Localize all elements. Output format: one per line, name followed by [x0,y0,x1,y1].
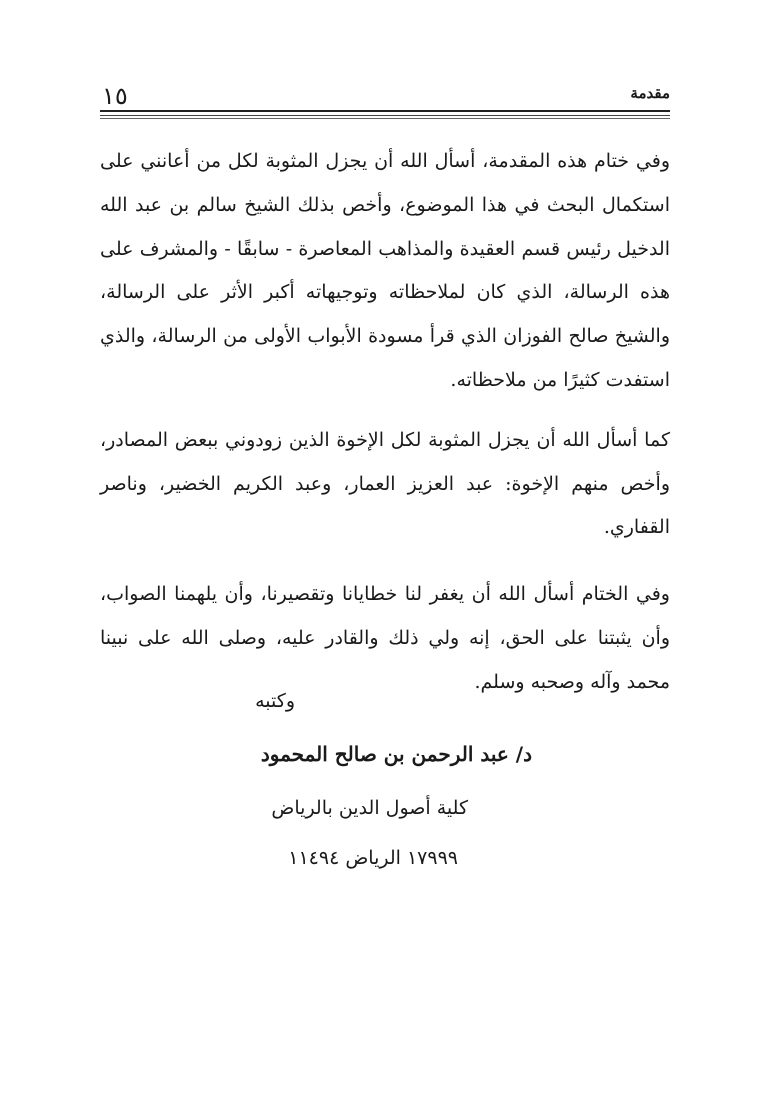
signature-written-by: وكتبه [255,690,295,712]
header-rule [100,118,670,119]
header-rule [100,115,670,116]
paragraph-acknowledgement: وفي ختام هذه المقدمة، أسأل الله أن يجزل المثوبة لكل من أعانني على استكمال البحث في هذا الموضوع، وأخص بذلك الشيخ سالم بن عبد الله الدخيل رئيس قسم العقيدة والمذاهب المعاصرة - سابقًا - والمشرف على هذه الرسالة، الذي كان لملاحظاته وتوجيهاته أكبر الأثر على الرسالة، والشيخ صالح الفوزان الذي قرأ مسودة الأبواب الأولى من الرسالة، والذي استفدت كثيرًا من ملاحظاته. [100,150,670,391]
author-address: ١٧٩٩٩ الرياض ١١٤٩٤ [288,847,458,869]
author-college: كلية أصول الدين بالرياض [271,797,468,819]
running-head: مقدمة [630,84,670,102]
header-rule [100,110,670,112]
author-name: د/ عبد الرحمن بن صالح المحمود [260,742,532,766]
page-number: ١٥ [102,82,128,110]
page-header [100,68,670,110]
paragraph-thanks-brothers: كما أسأل الله أن يجزل المثوبة لكل الإخوة الذين زودوني ببعض المصادر، وأخص منهم الإخوة: عبد العزيز العمار، وعبد الكريم الخضير، وناصر القفاري. [100,428,670,539]
body-text [100,140,670,705]
paragraph-closing-prayer: وفي الختام أسأل الله أن يغفر لنا خطايانا وتقصيرنا، وأن يلهمنا الصواب، وأن يثبتنا على الحق، إنه ولي ذلك والقادر عليه، وصلى الله على نبينا محمد وآله وصحبه وسلم. [100,583,670,693]
